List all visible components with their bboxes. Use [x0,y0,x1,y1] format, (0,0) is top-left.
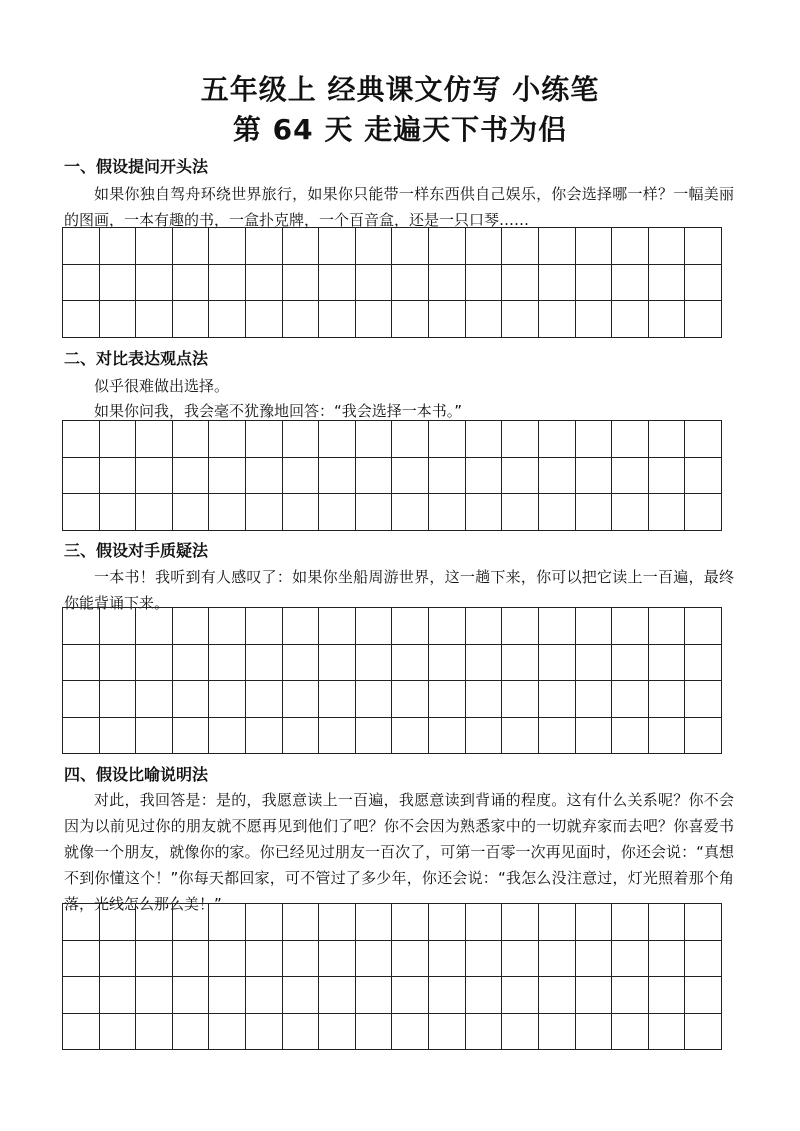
grid-cell[interactable] [649,458,686,495]
grid-cell[interactable] [539,421,576,458]
grid-cell[interactable] [539,941,576,978]
grid-cell[interactable] [502,265,539,302]
grid-cell[interactable] [502,645,539,682]
grid-cell[interactable] [356,421,393,458]
grid-cell[interactable] [466,265,503,302]
section-4-heading: 四、假设比喻说明法 [64,765,209,784]
grid-cell[interactable] [136,977,173,1014]
grid-cell[interactable] [246,1014,283,1051]
section-2-paragraph-2: 如果你问我，我会毫不犹豫地回答：“我会选择一本书。” [94,402,463,420]
grid-cell[interactable] [356,904,393,941]
section-2-paragraph-1: 似乎很难做出选择。 [94,377,230,395]
section-1-paragraph: 如果你独自驾舟环绕世界旅行，如果你只能带一样东西供自己娱乐，你会选择哪一样？一幅美丽的图画，一本有趣的书，一盒扑克牌，一个百音盒，还是一只口琴…… [64,185,734,229]
grid-cell[interactable] [429,494,466,531]
grid-cell[interactable] [649,228,686,265]
grid-cell[interactable] [246,718,283,755]
grid-cell[interactable] [576,421,613,458]
grid-cell[interactable] [466,904,503,941]
grid-cell[interactable] [356,458,393,495]
grid-cell[interactable] [209,904,246,941]
grid-cell[interactable] [283,421,320,458]
grid-cell[interactable] [649,904,686,941]
grid-cell[interactable] [356,494,393,531]
grid-cell[interactable] [136,265,173,302]
grid-cell[interactable] [356,977,393,1014]
grid-cell[interactable] [283,228,320,265]
grid-cell[interactable] [173,904,210,941]
grid-cell[interactable] [63,645,100,682]
grid-cell[interactable] [392,1014,429,1051]
grid-cell[interactable] [283,718,320,755]
grid-cell[interactable] [246,421,283,458]
grid-cell[interactable] [283,265,320,302]
grid-cell[interactable] [502,494,539,531]
grid-cell[interactable] [502,421,539,458]
grid-cell[interactable] [466,421,503,458]
grid-cell[interactable] [209,718,246,755]
grid-cell[interactable] [685,681,722,718]
grid-cell[interactable] [576,645,613,682]
grid-cell[interactable] [576,941,613,978]
grid-cell[interactable] [429,421,466,458]
grid-cell[interactable] [429,681,466,718]
grid-cell[interactable] [173,977,210,1014]
grid-cell[interactable] [392,645,429,682]
grid-cell[interactable] [649,941,686,978]
grid-cell[interactable] [209,608,246,645]
grid-cell[interactable] [209,265,246,302]
section-2-heading: 二、对比表达观点法 [64,349,209,368]
grid-cell[interactable] [685,265,722,302]
grid-cell[interactable] [319,1014,356,1051]
grid-cell[interactable] [246,494,283,531]
grid-cell[interactable] [392,977,429,1014]
section-1-heading: 一、假设提问开头法 [64,157,209,176]
grid-cell[interactable] [63,941,100,978]
grid-cell[interactable] [356,718,393,755]
grid-cell[interactable] [392,941,429,978]
grid-cell[interactable] [539,265,576,302]
grid-cell[interactable] [576,608,613,645]
grid-cell[interactable] [283,941,320,978]
grid-cell[interactable] [283,681,320,718]
grid-cell[interactable] [100,458,137,495]
grid-cell[interactable] [612,904,649,941]
grid-cell[interactable] [209,458,246,495]
grid-cell[interactable] [539,718,576,755]
grid-cell[interactable] [136,718,173,755]
grid-cell[interactable] [173,228,210,265]
grid-cell[interactable] [612,977,649,1014]
grid-cell[interactable] [173,718,210,755]
grid-cell[interactable] [63,1014,100,1051]
grid-cell[interactable] [539,608,576,645]
grid-cell[interactable] [502,301,539,338]
grid-cell[interactable] [612,421,649,458]
grid-cell[interactable] [209,1014,246,1051]
grid-cell[interactable] [319,265,356,302]
grid-cell[interactable] [429,1014,466,1051]
grid-cell[interactable] [283,1014,320,1051]
grid-cell[interactable] [356,645,393,682]
grid-cell[interactable] [246,228,283,265]
grid-cell[interactable] [246,904,283,941]
grid-cell[interactable] [100,645,137,682]
grid-cell[interactable] [209,301,246,338]
grid-cell[interactable] [502,681,539,718]
grid-cell[interactable] [612,941,649,978]
grid-cell[interactable] [392,421,429,458]
section-3-paragraph: 一本书！我听到有人感叹了：如果你坐船周游世界，这一趟下来，你可以把它读上一百遍，最终你能背诵下来。 [64,568,734,612]
grid-cell[interactable] [576,458,613,495]
writing-grid-3[interactable] [62,607,722,754]
grid-cell[interactable] [246,458,283,495]
grid-cell[interactable] [649,301,686,338]
grid-cell[interactable] [649,645,686,682]
grid-cell[interactable] [63,458,100,495]
grid-cell[interactable] [612,1014,649,1051]
grid-cell[interactable] [356,941,393,978]
grid-cell[interactable] [539,977,576,1014]
grid-cell[interactable] [502,941,539,978]
grid-cell[interactable] [539,301,576,338]
grid-cell[interactable] [356,608,393,645]
grid-cell[interactable] [63,681,100,718]
grid-cell[interactable] [502,458,539,495]
grid-cell[interactable] [466,977,503,1014]
grid-cell[interactable] [466,494,503,531]
grid-cell[interactable] [539,1014,576,1051]
grid-cell[interactable] [173,608,210,645]
grid-cell[interactable] [576,977,613,1014]
grid-cell[interactable] [649,265,686,302]
grid-cell[interactable] [209,494,246,531]
grid-cell[interactable] [502,718,539,755]
grid-cell[interactable] [246,977,283,1014]
grid-cell[interactable] [429,718,466,755]
grid-cell[interactable] [246,681,283,718]
grid-cell[interactable] [429,265,466,302]
grid-cell[interactable] [173,421,210,458]
grid-cell[interactable] [539,904,576,941]
grid-cell[interactable] [319,645,356,682]
grid-cell[interactable] [502,904,539,941]
grid-cell[interactable] [649,681,686,718]
grid-cell[interactable] [392,904,429,941]
grid-cell[interactable] [100,904,137,941]
grid-cell[interactable] [502,608,539,645]
grid-cell[interactable] [100,718,137,755]
grid-cell[interactable] [283,645,320,682]
grid-cell[interactable] [100,977,137,1014]
grid-cell[interactable] [685,458,722,495]
grid-cell[interactable] [100,421,137,458]
grid-cell[interactable] [392,265,429,302]
grid-cell[interactable] [100,608,137,645]
grid-cell[interactable] [100,228,137,265]
grid-cell[interactable] [209,681,246,718]
grid-cell[interactable] [502,977,539,1014]
grid-cell[interactable] [685,494,722,531]
grid-cell[interactable] [502,228,539,265]
grid-cell[interactable] [649,977,686,1014]
grid-cell[interactable] [576,301,613,338]
grid-cell[interactable] [649,421,686,458]
grid-cell[interactable] [209,941,246,978]
grid-cell[interactable] [319,608,356,645]
grid-cell[interactable] [576,265,613,302]
grid-cell[interactable] [612,265,649,302]
grid-cell[interactable] [63,265,100,302]
grid-cell[interactable] [319,941,356,978]
grid-cell[interactable] [502,1014,539,1051]
grid-cell[interactable] [539,494,576,531]
grid-cell[interactable] [63,977,100,1014]
grid-cell[interactable] [392,718,429,755]
writing-grid-4[interactable] [62,903,722,1050]
grid-cell[interactable] [429,977,466,1014]
grid-cell[interactable] [246,608,283,645]
grid-cell[interactable] [356,301,393,338]
grid-cell[interactable] [466,718,503,755]
grid-cell[interactable] [63,421,100,458]
grid-cell[interactable] [173,494,210,531]
grid-cell[interactable] [539,681,576,718]
grid-cell[interactable] [612,494,649,531]
grid-cell[interactable] [612,645,649,682]
grid-cell[interactable] [429,904,466,941]
grid-cell[interactable] [576,494,613,531]
grid-cell[interactable] [173,301,210,338]
grid-cell[interactable] [100,1014,137,1051]
grid-cell[interactable] [136,941,173,978]
grid-cell[interactable] [429,645,466,682]
grid-cell[interactable] [63,494,100,531]
grid-cell[interactable] [209,977,246,1014]
grid-cell[interactable] [246,301,283,338]
grid-cell[interactable] [173,265,210,302]
grid-cell[interactable] [63,301,100,338]
grid-cell[interactable] [173,681,210,718]
grid-cell[interactable] [466,228,503,265]
grid-cell[interactable] [466,1014,503,1051]
grid-cell[interactable] [685,904,722,941]
grid-cell[interactable] [136,494,173,531]
grid-cell[interactable] [576,718,613,755]
grid-cell[interactable] [283,494,320,531]
grid-cell[interactable] [539,645,576,682]
grid-cell[interactable] [392,458,429,495]
grid-cell[interactable] [283,458,320,495]
grid-cell[interactable] [466,645,503,682]
grid-cell[interactable] [319,904,356,941]
grid-cell[interactable] [685,608,722,645]
grid-cell[interactable] [392,608,429,645]
grid-cell[interactable] [246,645,283,682]
grid-cell[interactable] [136,301,173,338]
grid-cell[interactable] [612,458,649,495]
grid-cell[interactable] [429,458,466,495]
grid-cell[interactable] [392,301,429,338]
grid-cell[interactable] [63,718,100,755]
grid-cell[interactable] [685,228,722,265]
grid-cell[interactable] [319,458,356,495]
grid-cell[interactable] [356,228,393,265]
grid-cell[interactable] [319,494,356,531]
grid-cell[interactable] [209,421,246,458]
grid-cell[interactable] [612,608,649,645]
grid-cell[interactable] [612,718,649,755]
grid-cell[interactable] [685,645,722,682]
grid-cell[interactable] [429,228,466,265]
grid-cell[interactable] [356,681,393,718]
grid-cell[interactable] [466,458,503,495]
grid-cell[interactable] [685,1014,722,1051]
page-title: 五年级上 经典课文仿写 小练笔 [200,73,600,106]
grid-cell[interactable] [283,608,320,645]
grid-cell[interactable] [319,681,356,718]
grid-cell[interactable] [283,301,320,338]
grid-cell[interactable] [100,301,137,338]
grid-cell[interactable] [685,301,722,338]
grid-cell[interactable] [173,458,210,495]
grid-cell[interactable] [539,458,576,495]
grid-cell[interactable] [136,645,173,682]
grid-cell[interactable] [319,421,356,458]
grid-cell[interactable] [136,1014,173,1051]
writing-grid-2[interactable] [62,420,722,531]
grid-cell[interactable] [612,301,649,338]
grid-cell[interactable] [319,977,356,1014]
grid-cell[interactable] [429,608,466,645]
grid-cell[interactable] [173,645,210,682]
grid-cell[interactable] [100,494,137,531]
grid-cell[interactable] [392,494,429,531]
grid-cell[interactable] [429,301,466,338]
grid-cell[interactable] [319,718,356,755]
grid-cell[interactable] [100,265,137,302]
grid-cell[interactable] [649,608,686,645]
grid-cell[interactable] [209,228,246,265]
grid-cell[interactable] [466,941,503,978]
grid-cell[interactable] [209,645,246,682]
grid-cell[interactable] [136,681,173,718]
grid-cell[interactable] [576,681,613,718]
grid-cell[interactable] [136,228,173,265]
grid-cell[interactable] [173,1014,210,1051]
grid-cell[interactable] [576,1014,613,1051]
grid-cell[interactable] [63,228,100,265]
page-subtitle: 第 64 天 走遍天下书为侣 [232,113,568,146]
grid-cell[interactable] [429,941,466,978]
grid-cell[interactable] [356,1014,393,1051]
grid-cell[interactable] [685,718,722,755]
grid-cell[interactable] [539,228,576,265]
section-4-paragraph: 对此，我回答是：是的，我愿意读上一百遍，我愿意读到背诵的程度。这有什么关系呢？你不会因为以前见过你的朋友就不愿再见到他们了吧？你不会因为熟悉家中的一切就弃家而去吧？你喜爱书就像一个朋友，就像你的家。你已经见过朋友一百次了，可第一百零一次再见面时，你还会说：“真想不到你懂这个！”你每天都回家，可不管过了多少年，你还会说：“我怎么没注意过，灯光照着那个角落，光线怎么那么美！” [64,791,734,913]
grid-cell[interactable] [392,681,429,718]
grid-cell[interactable] [356,265,393,302]
grid-cell[interactable] [685,977,722,1014]
grid-cell[interactable] [685,421,722,458]
grid-cell[interactable] [246,941,283,978]
grid-cell[interactable] [246,265,283,302]
grid-cell[interactable] [466,681,503,718]
grid-cell[interactable] [576,904,613,941]
grid-cell[interactable] [319,301,356,338]
grid-cell[interactable] [612,681,649,718]
section-3-heading: 三、假设对手质疑法 [64,541,209,560]
grid-cell[interactable] [466,608,503,645]
grid-cell[interactable] [63,904,100,941]
grid-cell[interactable] [136,458,173,495]
grid-cell[interactable] [283,977,320,1014]
grid-cell[interactable] [612,228,649,265]
grid-cell[interactable] [319,228,356,265]
grid-cell[interactable] [63,608,100,645]
grid-cell[interactable] [283,904,320,941]
writing-grid-1[interactable] [62,227,722,338]
grid-cell[interactable] [649,1014,686,1051]
grid-cell[interactable] [576,228,613,265]
grid-cell[interactable] [136,904,173,941]
grid-cell[interactable] [649,494,686,531]
grid-cell[interactable] [649,718,686,755]
grid-cell[interactable] [136,421,173,458]
grid-cell[interactable] [173,941,210,978]
grid-cell[interactable] [136,608,173,645]
grid-cell[interactable] [392,228,429,265]
grid-cell[interactable] [466,301,503,338]
grid-cell[interactable] [685,941,722,978]
grid-cell[interactable] [100,681,137,718]
grid-cell[interactable] [100,941,137,978]
